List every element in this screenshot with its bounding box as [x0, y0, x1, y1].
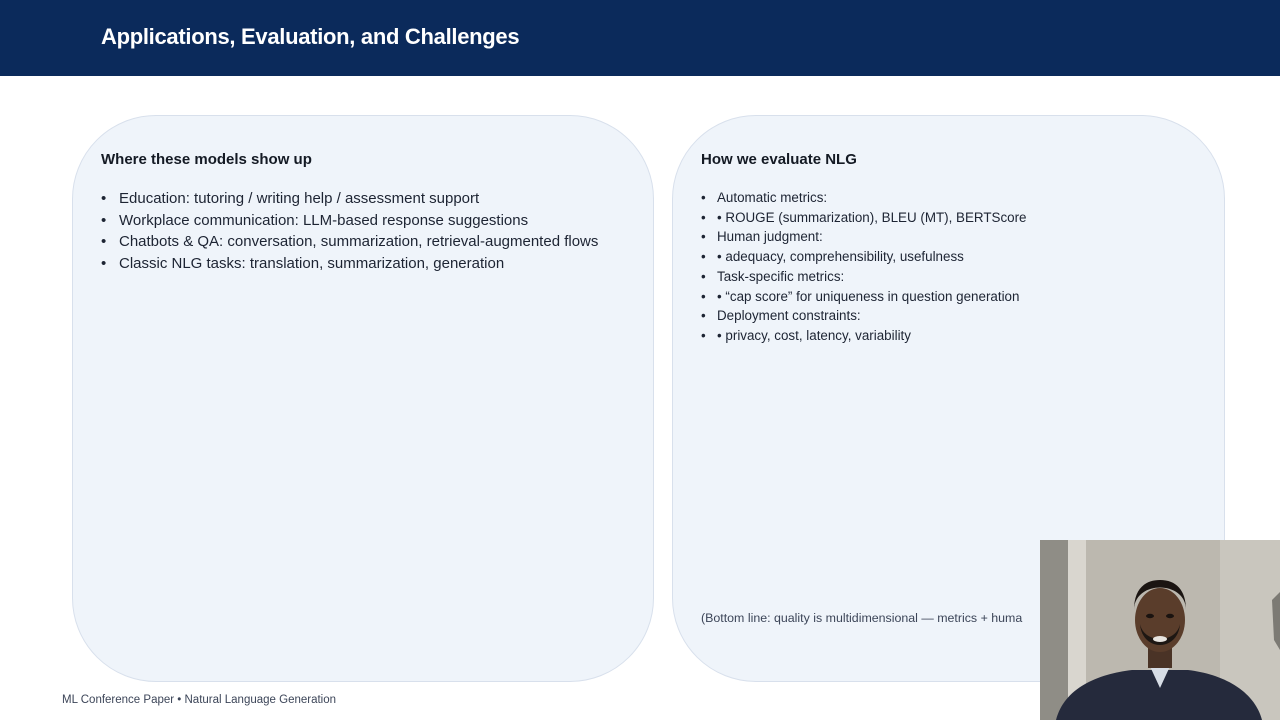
slide-title: Applications, Evaluation, and Challenges: [101, 24, 520, 49]
list-item: • Deployment constraints:: [701, 306, 1027, 326]
applications-heading: Where these models show up: [101, 151, 312, 168]
bottom-line-note: (Bottom line: quality is multidimensional — metrics + huma: [701, 611, 1023, 625]
evaluation-list: [701, 188, 1027, 346]
list-item: • Education: tutoring / writing help / assessment support: [101, 188, 598, 210]
slide-footer: ML Conference Paper • Natural Language Generation: [62, 694, 337, 706]
evaluation-heading: How we evaluate NLG: [701, 151, 857, 168]
list-item: • Classic NLG tasks: translation, summarization, generation: [101, 253, 598, 275]
list-item: • Task-specific metrics:: [701, 267, 1027, 287]
list-item: • Human judgment:: [701, 227, 1027, 247]
list-item: • • privacy, cost, latency, variability: [701, 326, 1027, 346]
list-item: • Automatic metrics:: [701, 188, 1027, 208]
list-item: • • adequacy, comprehensibility, usefulness: [701, 247, 1027, 267]
applications-list: [101, 188, 598, 275]
list-item: • Workplace communication: LLM-based response suggestions: [101, 210, 598, 232]
list-item: • Chatbots & QA: conversation, summarization, retrieval-augmented flows: [101, 231, 598, 253]
presenter-webcam: [1040, 540, 1280, 720]
list-item: • • “cap score” for uniqueness in question generation: [701, 287, 1027, 307]
presenter-video-icon: [1040, 540, 1280, 720]
title-bar: [0, 0, 1280, 76]
applications-panel: [72, 115, 654, 682]
list-item: • • ROUGE (summarization), BLEU (MT), BERTScore: [701, 208, 1027, 228]
